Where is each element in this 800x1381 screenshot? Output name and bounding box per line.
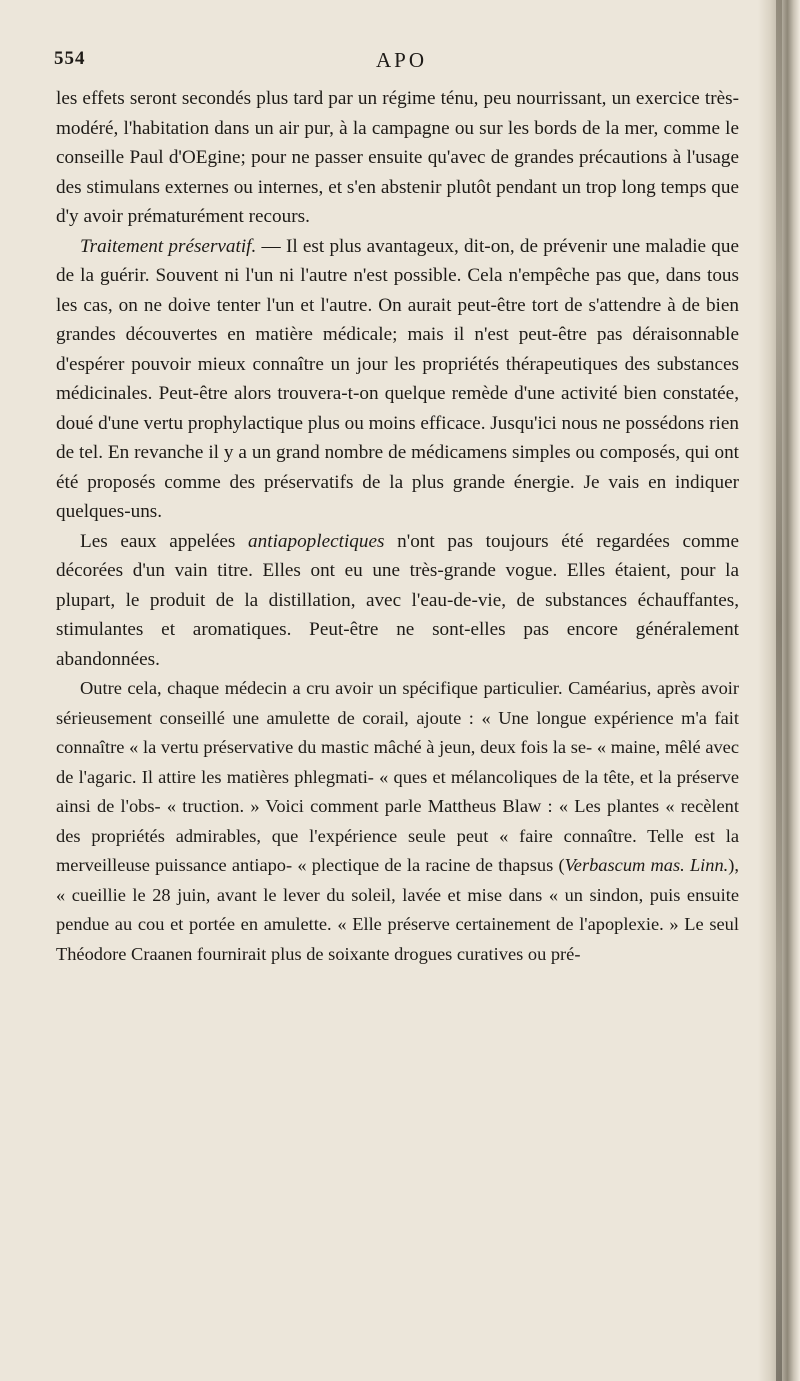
paragraph-specifiques-text-end: ), « cueillie le 28 juin, avant le lever du soleil, lavée et mise dans « un sindon, puis ensuite pendue au cou et portée en amulette. « Elle préserve certainement de l'apoplexie. » Le seul Théodore Craanen fournirait plus de soixante drogues curatives ou pré- bbox=[56, 855, 740, 964]
page-header bbox=[52, 48, 752, 84]
latin-name-verbascum: Verbascum mas. Linn. bbox=[564, 855, 729, 875]
page-number: 554 bbox=[54, 48, 86, 69]
paragraph-eaux-text-start: Les eaux appelées bbox=[80, 530, 249, 552]
term-antiapoplectiques: antiapoplectiques bbox=[248, 530, 385, 552]
paragraph-eaux-antiapoplectiques bbox=[56, 527, 739, 675]
body-text bbox=[56, 84, 739, 969]
page-binding-edge bbox=[758, 0, 800, 1381]
running-head: APO bbox=[376, 48, 428, 72]
paragraph-specifiques bbox=[56, 674, 739, 969]
paragraph-traitement-preservatif bbox=[56, 232, 739, 527]
paragraph-eaux-text-end: n'ont pas toujours été regardées comme décorées d'un vain titre. Elles ont eu une très-grande vogue. Elles étaient, pour la plupart, le produit de la distillation, avec l'eau-de-vie, de substances échauffantes, stimulantes et aromatiques. Peut-être ne sont-elles pas encore généralement abandonnées. bbox=[56, 530, 739, 670]
paragraph-traitement-text: — Il est plus avantageux, dit-on, de prévenir une maladie que de la guérir. Souvent ni l'un ni l'autre n'est possible. Cela n'empêche pas que, dans tous les cas, on ne doive tenter l'un et l'autre. On aurait peut-être tort de s'attendre à de bien grandes découvertes en matière médicale; mais il n'est peut-être pas déraisonnable d'espérer pouvoir mieux connaître un jour les propriétés thérapeutiques des substances médicinales. Peut-être alors trouvera-t-on quelque remède d'une activité bien constatée, doué d'une vertu prophylactique plus ou moins efficace. Jusqu'ici nous ne possédons rien de tel. En revanche il y a un grand nombre de médicamens simples ou composés, qui ont été proposés comme des préservatifs de la plus grande énergie. Je vais en indiquer quelques-uns. bbox=[56, 235, 740, 522]
section-title-traitement-preservatif: Traitement préservatif. bbox=[80, 235, 257, 257]
paragraph-regime bbox=[56, 84, 739, 232]
paragraph-regime-text: les effets seront secondés plus tard par un régime ténu, peu nourrissant, un exercice très-modéré, l'habitation dans un air pur, à la campagne ou sur les bords de la mer, comme le conseille Paul d'OEgine; pour ne passer ensuite qu'avec de grandes précautions à l'usage des stimulans externes ou internes, et s'en abstenir plutôt pendant un trop long temps que d'y avoir prématurément recours. bbox=[56, 88, 739, 227]
paragraph-specifiques-text-start: Outre cela, chaque médecin a cru avoir un spécifique particulier. Caméarius, après avoir sérieusement conseillé une amulette de corail, ajoute : « Une longue expérience m'a fait connaître « la vertu préservative du mastic mâché à jeun, deux fois la se- « maine, mêlé avec de l'agaric. Il attire les matières phlegmati- « ques et mélancoliques de la tête, et la préserve ainsi de l'obs- « truction. » Voici comment parle Mattheus Blaw : « Les plantes « recèlent des propriétés admirables, que l'expérience seule peut « faire connaître. Telle est la merveilleuse puissance antiapo- « plectique de la racine de thapsus ( bbox=[56, 678, 739, 875]
